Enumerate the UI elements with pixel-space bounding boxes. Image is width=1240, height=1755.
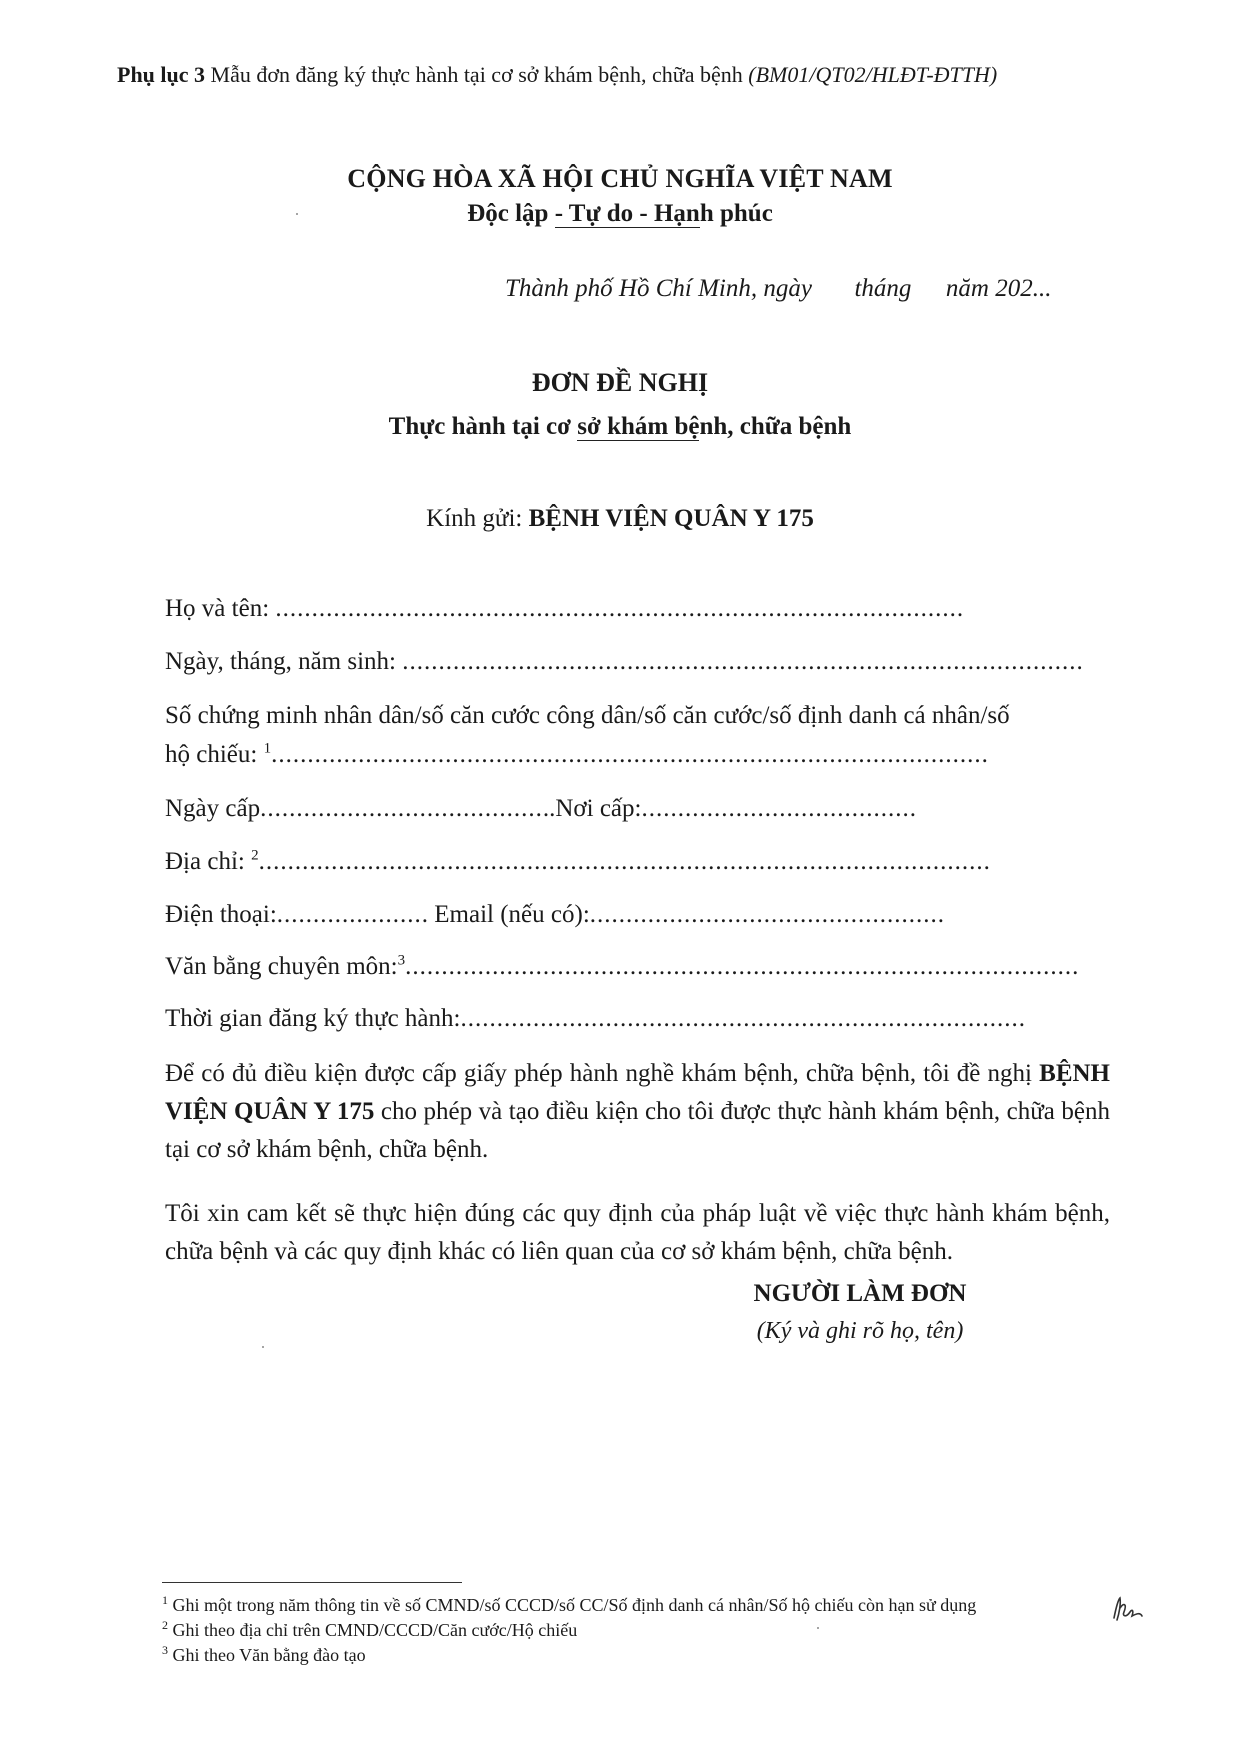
subtitle-underlined: sở khám bệ	[577, 413, 700, 440]
id-label-line-2: hộ chiếu:	[165, 741, 264, 768]
appendix-label: Phụ lục 3	[117, 62, 206, 87]
address-field[interactable]: Địa chỉ: $^2$.....................................................................................................	[165, 848, 991, 875]
id-label-line-1: Số chứng minh nhân dân/số căn cước công dân/số căn cước/số định danh cá nhân/số	[165, 702, 1010, 729]
year-label: năm 202...	[945, 275, 1052, 302]
footnote-3	[162, 1645, 366, 1666]
full-name-field[interactable]: Họ và tên: ...............................................................................................	[165, 595, 965, 622]
handwritten-initials-icon	[1108, 1594, 1144, 1624]
month-label: tháng	[854, 275, 912, 302]
issue-date-label: Ngày cấp	[165, 795, 261, 822]
footnote-1	[162, 1595, 976, 1616]
address-label: Địa chỉ:	[165, 848, 252, 875]
footnote-3-number: 3	[162, 1643, 168, 1657]
recipient-line	[0, 505, 1240, 533]
id-number-line-1	[165, 702, 1105, 730]
dob-field[interactable]: Ngày, tháng, năm sinh: ..............................................................................................	[165, 648, 1084, 675]
issue-field[interactable]: Ngày cấp.........................................Nơi cấp:......................................	[165, 795, 917, 822]
degree-label: Văn bằng chuyên môn:	[165, 953, 398, 980]
commitment-paragraph: Tôi xin cam kết sẽ thực hiện đúng các quy định của pháp luật về việc thực hành khám bệnh, chữa bệnh và các quy định khác có liên quan của cơ sở khám bệnh, chữa bệnh.	[165, 1200, 1110, 1265]
footnote-2	[162, 1620, 577, 1641]
appendix-heading	[117, 62, 997, 88]
request-paragraph	[165, 1055, 1110, 1169]
footnote-1-text: Ghi một trong năm thông tin về số CMND/số CCCD/số CC/Số định danh cá nhân/Số hộ chiếu còn hạn sử dụng	[168, 1595, 977, 1615]
subtitle-part-3: nh, chữa bệnh	[699, 413, 852, 440]
phone-label: Điện thoại:	[165, 901, 277, 928]
request-text-c: cho phép và tạo điều kiện cho tôi được thực hành khám bệnh, chữa bệnh tại cơ sở khám bệnh, chữa bệnh.	[165, 1098, 1110, 1163]
document-subtitle	[0, 413, 1240, 441]
footnote-divider	[162, 1582, 462, 1583]
request-text-a: Để có đủ điều kiện được cấp giấy phép hành nghề khám bệnh, chữa bệnh, tôi đề nghị	[165, 1060, 1040, 1087]
practice-period-field[interactable]: Thời gian đăng ký thực hành:..............................................................................	[165, 1005, 1026, 1032]
period-label: Thời gian đăng ký thực hành:	[165, 1005, 461, 1032]
subtitle-part-1: Thực hành tại cơ	[388, 413, 578, 440]
degree-field[interactable]: Văn bằng chuyên môn:$^3$.............................................................................................	[165, 953, 1080, 980]
appendix-code: (BM01/QT02/HLĐT-ĐTTH)	[748, 62, 998, 87]
footnote-ref-2: 2	[251, 848, 259, 864]
email-label: . Email (nếu có):	[421, 901, 590, 928]
scan-speck	[296, 213, 298, 215]
full-name-label: Họ và tên:	[165, 595, 276, 622]
country-name: CỘNG HÒA XÃ HỘI CHỦ NGHĨA VIỆT NAM	[347, 164, 893, 193]
signer-title: NGƯỜI LÀM ĐƠN	[753, 1280, 967, 1307]
motto-underlined: - Tự do - Hạn	[554, 200, 700, 227]
issue-place-label: ..Nơi cấp:	[542, 795, 642, 822]
footnote-2-number: 2	[162, 1618, 168, 1632]
footnote-ref-3: 3	[397, 953, 406, 969]
recipient-name: BỆNH VIỆN QUÂN Y 175	[528, 505, 814, 532]
motto-part-3: h phúc	[699, 200, 773, 227]
national-motto	[0, 200, 1240, 228]
footnote-2-text: Ghi theo địa chỉ trên CMND/CCCD/Căn cước/Hộ chiếu	[168, 1620, 578, 1640]
place-label: Thành phố Hồ Chí Minh, ngày	[505, 275, 812, 302]
document-title: ĐƠN ĐỀ NGHỊ	[531, 368, 709, 397]
signer-note: (Ký và ghi rõ họ, tên)	[756, 1318, 964, 1344]
dob-label: Ngày, tháng, năm sinh:	[165, 648, 403, 675]
scan-speck	[817, 1627, 819, 1629]
footnote-3-text: Ghi theo Văn bằng đào tạo	[168, 1645, 366, 1665]
footnote-ref-1: 1	[263, 741, 272, 757]
id-number-field[interactable]: hộ chiếu: $^1$...................................................................................................	[165, 741, 989, 768]
scan-speck	[262, 1346, 264, 1348]
place-and-date	[505, 275, 1051, 303]
footnote-1-number: 1	[162, 1593, 168, 1607]
recipient-label: Kính gửi:	[426, 505, 529, 532]
motto-part-1: Độc lập	[467, 200, 555, 227]
appendix-text: Mẫu đơn đăng ký thực hành tại cơ sở khám bệnh, chữa bệnh	[205, 62, 749, 87]
request-hospital-name: BỆNH VIỆN QUÂN Y 175	[165, 1060, 1110, 1125]
contact-field[interactable]: Điện thoại:..................... Email (nếu có):.................................................	[165, 901, 946, 928]
